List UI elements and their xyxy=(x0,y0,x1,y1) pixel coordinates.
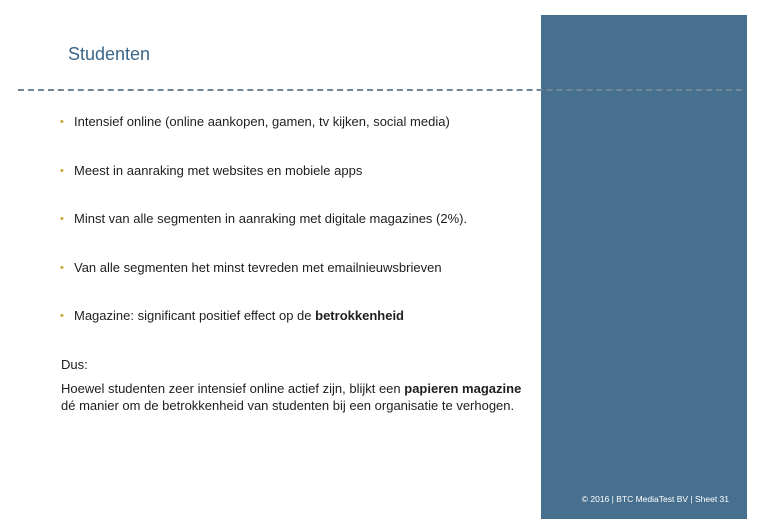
bullet-dot-icon: • xyxy=(60,116,64,128)
slide-title: Studenten xyxy=(68,44,151,64)
bullet-text: Meest in aanraking met websites en mobiele apps xyxy=(74,162,363,178)
conclusion-text-start: Hoewel studenten zeer intensief online actief zijn, blijkt een xyxy=(61,381,405,396)
bullet-dot-icon: • xyxy=(60,310,64,322)
list-item xyxy=(60,307,530,356)
dus-label: Dus: xyxy=(61,357,88,372)
list-item xyxy=(60,259,530,308)
bullet-text: Minst van alle segmenten in aanraking met digitale magazines (2%). xyxy=(74,211,468,226)
bullet-text: Magazine: significant positief effect op de xyxy=(74,308,316,323)
conclusion-paragraph xyxy=(61,381,531,414)
conclusion-text-end: dé manier om de betrokkenheid van studenten bij een organisatie te verhogen. xyxy=(61,397,515,413)
bullet-dot-icon: • xyxy=(60,164,64,177)
bullet-bold-text: betrokkenheid xyxy=(315,308,404,323)
list-item xyxy=(60,210,530,259)
list-item xyxy=(60,162,530,211)
bullet-text: Intensief online (online aankopen, gamen, tv kijken, social media) xyxy=(74,114,450,129)
dashed-divider xyxy=(18,89,742,91)
bullet-dot-icon: • xyxy=(60,213,64,225)
conclusion-bold-text: papieren magazine xyxy=(404,381,522,396)
bullet-list xyxy=(60,113,530,356)
bullet-dot-icon: • xyxy=(60,261,64,274)
bullet-text: Van alle segmenten het minst tevreden met emailnieuwsbrieven xyxy=(74,259,442,275)
footer-text: © 2016 | BTC MediaTest BV | Sheet 31 xyxy=(581,494,729,504)
list-item xyxy=(60,113,530,162)
